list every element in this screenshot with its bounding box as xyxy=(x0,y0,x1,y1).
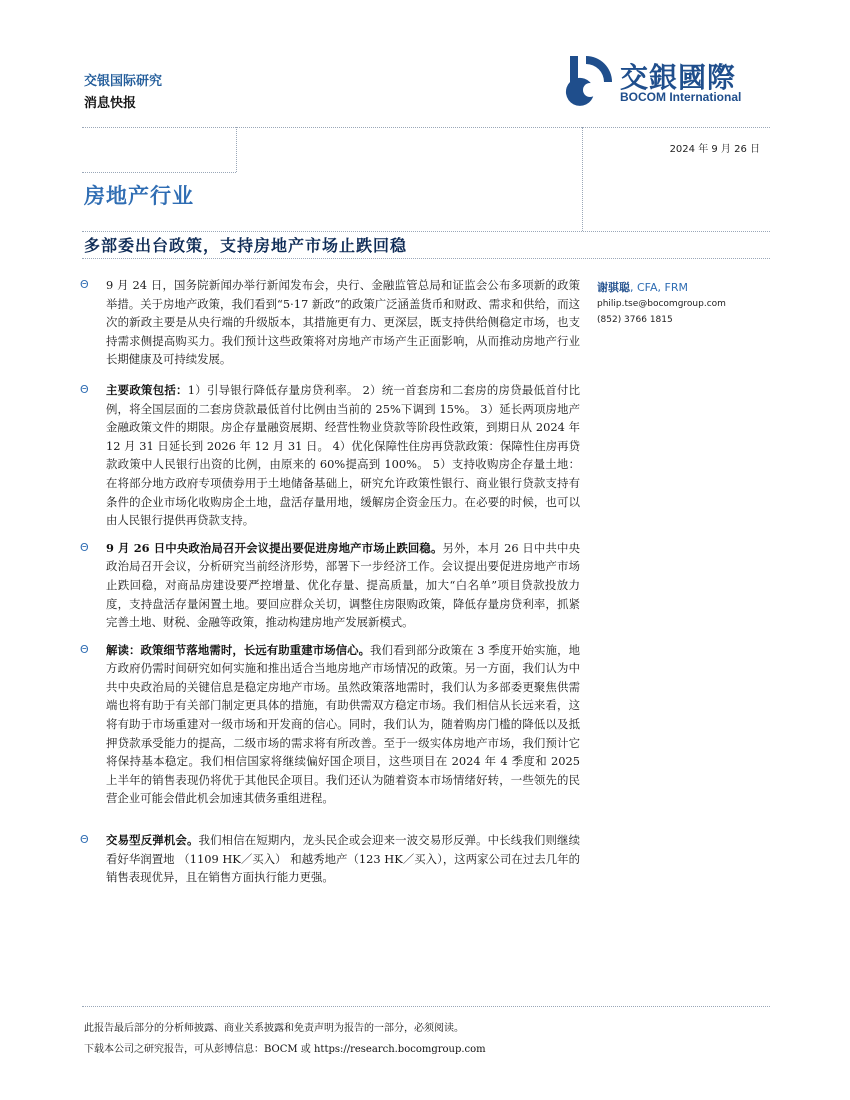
analyst-name-line xyxy=(597,279,777,296)
circle-bullet-icon: Θ xyxy=(80,540,89,554)
footer-download: 下载本公司之研究报告，可从彭博信息：BOCM 或 https://research.bocomgroup.com xyxy=(84,1044,486,1055)
paragraph xyxy=(80,381,580,530)
report-headline: 多部委出台政策，支持房地产市场止跌回稳 xyxy=(84,236,408,255)
circle-bullet-icon: Θ xyxy=(80,642,89,656)
paragraph-lead: 9 月 26 日中央政治局召开会议提出要促进房地产市场止跌回稳。 xyxy=(106,540,443,555)
analyst-info xyxy=(597,279,777,328)
report-body xyxy=(80,276,580,887)
paragraph-text: 9 月 24 日，国务院新闻办举行新闻发布会，央行、金融监管总局和证监会公布多项新的政策举措。关于房地产政策，我们看到“5·17 新政”的政策广泛涵盖货币和财政、需求和供给，而这次的新政主要是从央行端的升级版本，其措施更有力、更深层，既支持供给侧稳定市场，也支持需求侧提高购买力。我们预计这些政策将对房地产市场产生正面影响，从而推动房地产行业长期健康及可持续发展。 xyxy=(106,278,580,367)
paragraph-lead: 主要政策包括： xyxy=(106,382,188,397)
paragraph-lead: 解读：政策细节落地需时，长远有助重建市场信心。 xyxy=(106,642,371,657)
footer-divider xyxy=(82,1006,770,1007)
logo-english-name: BOCOM International xyxy=(620,90,742,104)
paragraph-text: 我们相信在短期内，龙头民企或会迎来一波交易形反弹。中长线我们则继续看好华润置地 （1109 HK／买入） 和越秀地产（123 HK／买入），这两家公司在过去几年的销售表现优异，且在销售方面执行能力更强。 xyxy=(106,833,580,885)
header-divider xyxy=(82,127,770,128)
paragraph-text: 另外，本月 26 日中共中央政治局召开会议，分析研究当前经济形势，部署下一步经济工作。会议提出要促进房地产市场止跌回稳，对商品房建设要严控增量、优化存量、提高质量，加大“白名单”项目贷款投放力度，支持盘活存量闲置土地。要回应群众关切，调整住房限购政策，降低存量房贷利率，抓紧完善土地、财税、金融等政策，推动构建房地产发展新模式。 xyxy=(106,540,580,630)
analyst-phone: (852) 3766 1815 xyxy=(597,315,673,325)
company-logo xyxy=(556,52,772,112)
header-divider-vertical-right xyxy=(582,127,583,231)
sector-title: 房地产行业 xyxy=(84,184,194,208)
circle-bullet-icon: Θ xyxy=(80,278,89,291)
paragraph xyxy=(80,831,580,887)
paragraph xyxy=(80,641,580,808)
paragraph-text: 我们看到部分政策在 3 季度开始实施，地方政府仍需时间研究如何实施和推出适合当地房地产市场情况的政策。另一方面，我们认为中共中央政治局的关键信息是稳定房地产市场。虽然政策落地需时，我们认为多部委更聚焦供需端也将有助于有关部门制定更具体的措施，有助供需双方稳定市场。我们相信从长远来看，这将有助于市场重建对一级市场和开发商的信心。同时，我们认为，随着购房门槛的降低以及抵押贷款承受能力的提高，二级市场的需求将有所改善。至于一级实体房地产市场，我们预计它将保持基本稳定。我们相信国家将继续偏好国企项目，这些项目在 2024 年 4 季度和 2025 上半年的销售表现仍将优于其他民企项目。我们还认为随着资本市场情绪好转，一些领先的民营企业可能会借此机会加速其债务重组进程。 xyxy=(106,642,580,806)
header-divider-short xyxy=(82,172,236,173)
paragraph xyxy=(80,539,580,632)
bocom-logo-icon xyxy=(556,52,616,108)
circle-bullet-icon: Θ xyxy=(80,382,89,396)
footer-disclaimer: 此报告最后部分的分析师披露、商业关系披露和免责声明为报告的一部分，必须阅读。 xyxy=(84,1023,464,1034)
report-date: 2024 年 9 月 26 日 xyxy=(669,144,760,155)
report-type-label: 消息快报 xyxy=(84,96,137,111)
analyst-name: 谢骐聪 xyxy=(597,281,630,294)
analyst-email[interactable]: philip.tse@bocomgroup.com xyxy=(597,299,726,309)
paragraph-lead: 交易型反弹机会。 xyxy=(106,833,199,848)
paragraph xyxy=(80,276,580,369)
logo-chinese-name: 交銀國際 xyxy=(620,61,737,94)
circle-bullet-icon: Θ xyxy=(80,833,89,847)
brand-label: 交银国际研究 xyxy=(84,74,163,89)
paragraph-text: 1）引导银行降低存量房贷利率。 2）统一首套房和二套房的房贷最低首付比例，将全国层面的二套房贷款最低首付比例由当前的 25%下调到 15%。 3）延长两项房地产金融政策文件的期限。房企存量融资展期、经营性物业贷款等阶段性政策，到期日从 2024 年 12 月 31 日延长到 2026 年 12 月 31 日。 4）优化保障性住房再贷款政策：保障性住房再贷款政策中人民银行出资的比例，由原来的 60%提高到 100%。 5）支持收购房企存量土地：在将部分地方政府专项债券用于土地储备基础上，研究允许政策性银行、商业银行贷款支持有条件的企业市场化收购房企土地，盘活存量用地，缓解房企资金压力。在必要的时候，也可以由人民银行提供再贷款支持。 xyxy=(106,382,580,528)
analyst-credentials: , CFA, FRM xyxy=(630,281,688,294)
header-divider-vertical-left xyxy=(236,127,237,172)
